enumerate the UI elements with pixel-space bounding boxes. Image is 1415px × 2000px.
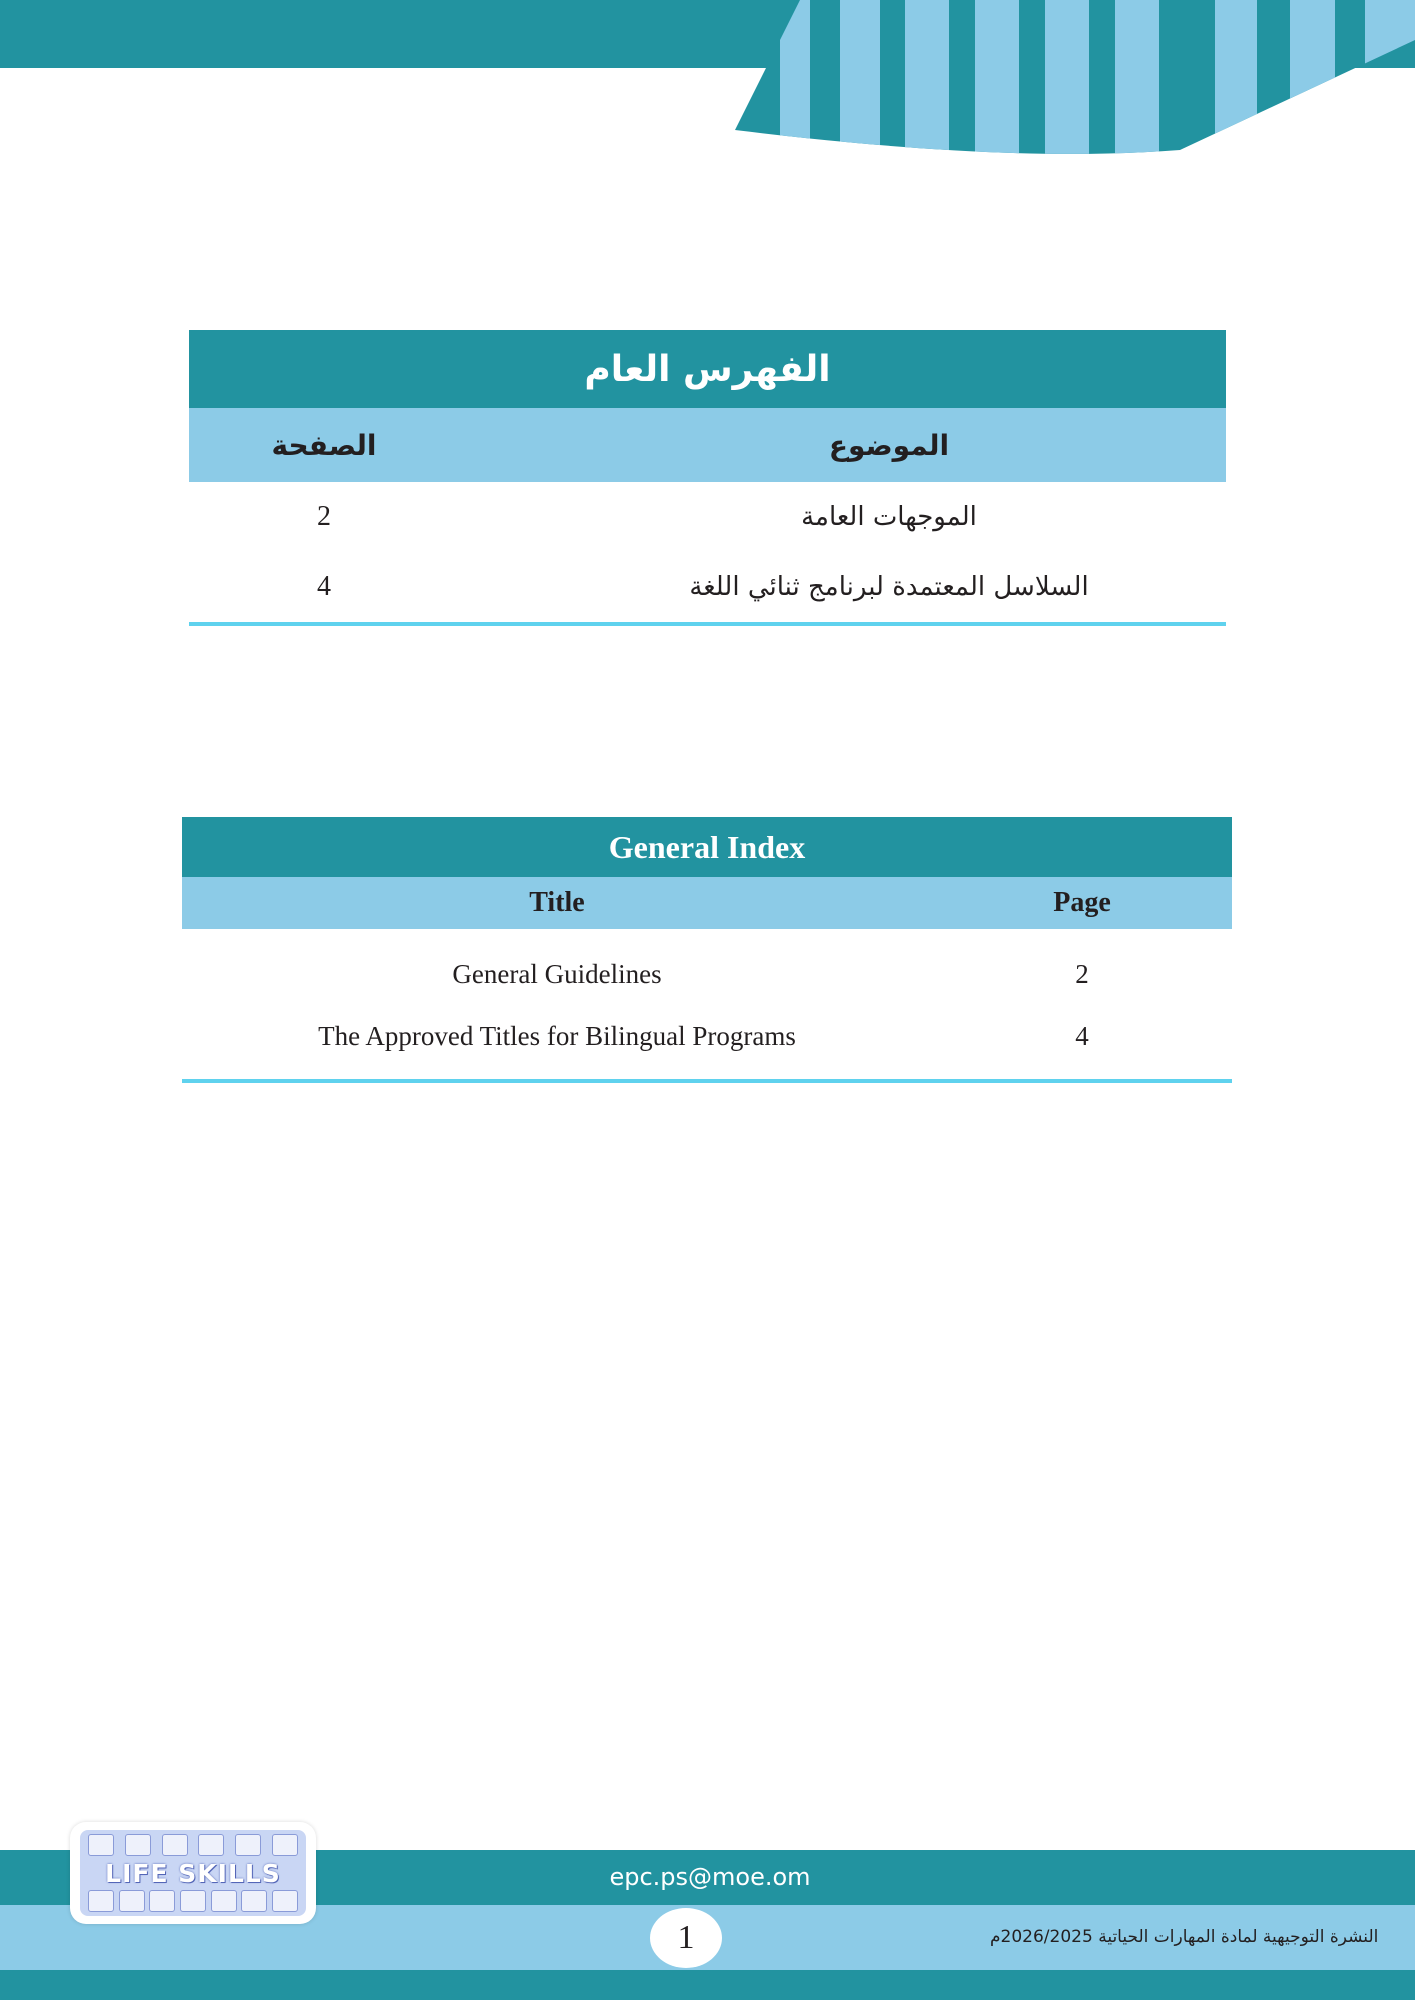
logo-tile-icon	[149, 1890, 175, 1912]
table-bottom-rule	[189, 622, 1226, 626]
arabic-header-page: الصفحة	[271, 428, 377, 462]
english-index-title: General Index	[182, 817, 1232, 877]
logo-tile-icon	[162, 1834, 188, 1856]
footer-caption: النشرة التوجيهية لمادة المهارات الحياتية 2026/2025م	[990, 1927, 1379, 1947]
logo-tile-icon	[211, 1890, 237, 1912]
logo-tile-icon	[198, 1834, 224, 1856]
arabic-row-page: 4	[317, 571, 331, 602]
logo-tile-icon	[241, 1890, 267, 1912]
english-row-title: The Approved Titles for Bilingual Programs	[318, 1020, 796, 1051]
arabic-header-subject: الموضوع	[828, 428, 950, 462]
logo-tile-icon	[88, 1890, 114, 1912]
table-row	[182, 943, 1232, 1005]
logo-tile-icon	[272, 1890, 298, 1912]
footer-band-bottom	[0, 1970, 1415, 2000]
life-skills-logo	[70, 1822, 316, 1924]
arabic-row-subject: السلاسل المعتمدة لبرنامج ثنائي اللغة	[689, 572, 1089, 602]
table-bottom-rule	[182, 1079, 1232, 1083]
table-row	[182, 1005, 1232, 1067]
logo-tile-icon	[180, 1890, 206, 1912]
english-header-title: Title	[529, 887, 585, 918]
logo-tile-icon	[119, 1890, 145, 1912]
english-header-page: Page	[1053, 887, 1111, 918]
logo-icon-row	[88, 1834, 298, 1856]
logo-tile-icon	[235, 1834, 261, 1856]
logo-tile-icon	[272, 1834, 298, 1856]
footer-email: epc.ps@moe.om	[609, 1863, 811, 1891]
english-index-table	[182, 817, 1232, 1087]
logo-tile-icon	[88, 1834, 114, 1856]
arabic-index-header-row	[189, 408, 1226, 482]
english-row-title: General Guidelines	[452, 958, 662, 989]
arabic-row-page: 2	[317, 501, 331, 532]
logo-icon-row	[88, 1890, 298, 1912]
logo-background	[80, 1830, 306, 1916]
table-row	[189, 482, 1226, 552]
table-row	[189, 552, 1226, 622]
english-row-page: 2	[1075, 958, 1089, 989]
arabic-row-subject: الموجهات العامة	[801, 502, 977, 532]
arabic-index-table	[189, 330, 1226, 628]
arabic-index-title: الفهرس العام	[189, 330, 1226, 408]
english-index-header-row	[182, 877, 1232, 929]
header-stripes-decoration	[0, 0, 1415, 170]
logo-tile-icon	[125, 1834, 151, 1856]
page-number-badge: 1	[650, 1908, 722, 1968]
logo-wordmark: LIFE SKILLS	[105, 1858, 281, 1888]
english-row-page: 4	[1075, 1020, 1089, 1051]
